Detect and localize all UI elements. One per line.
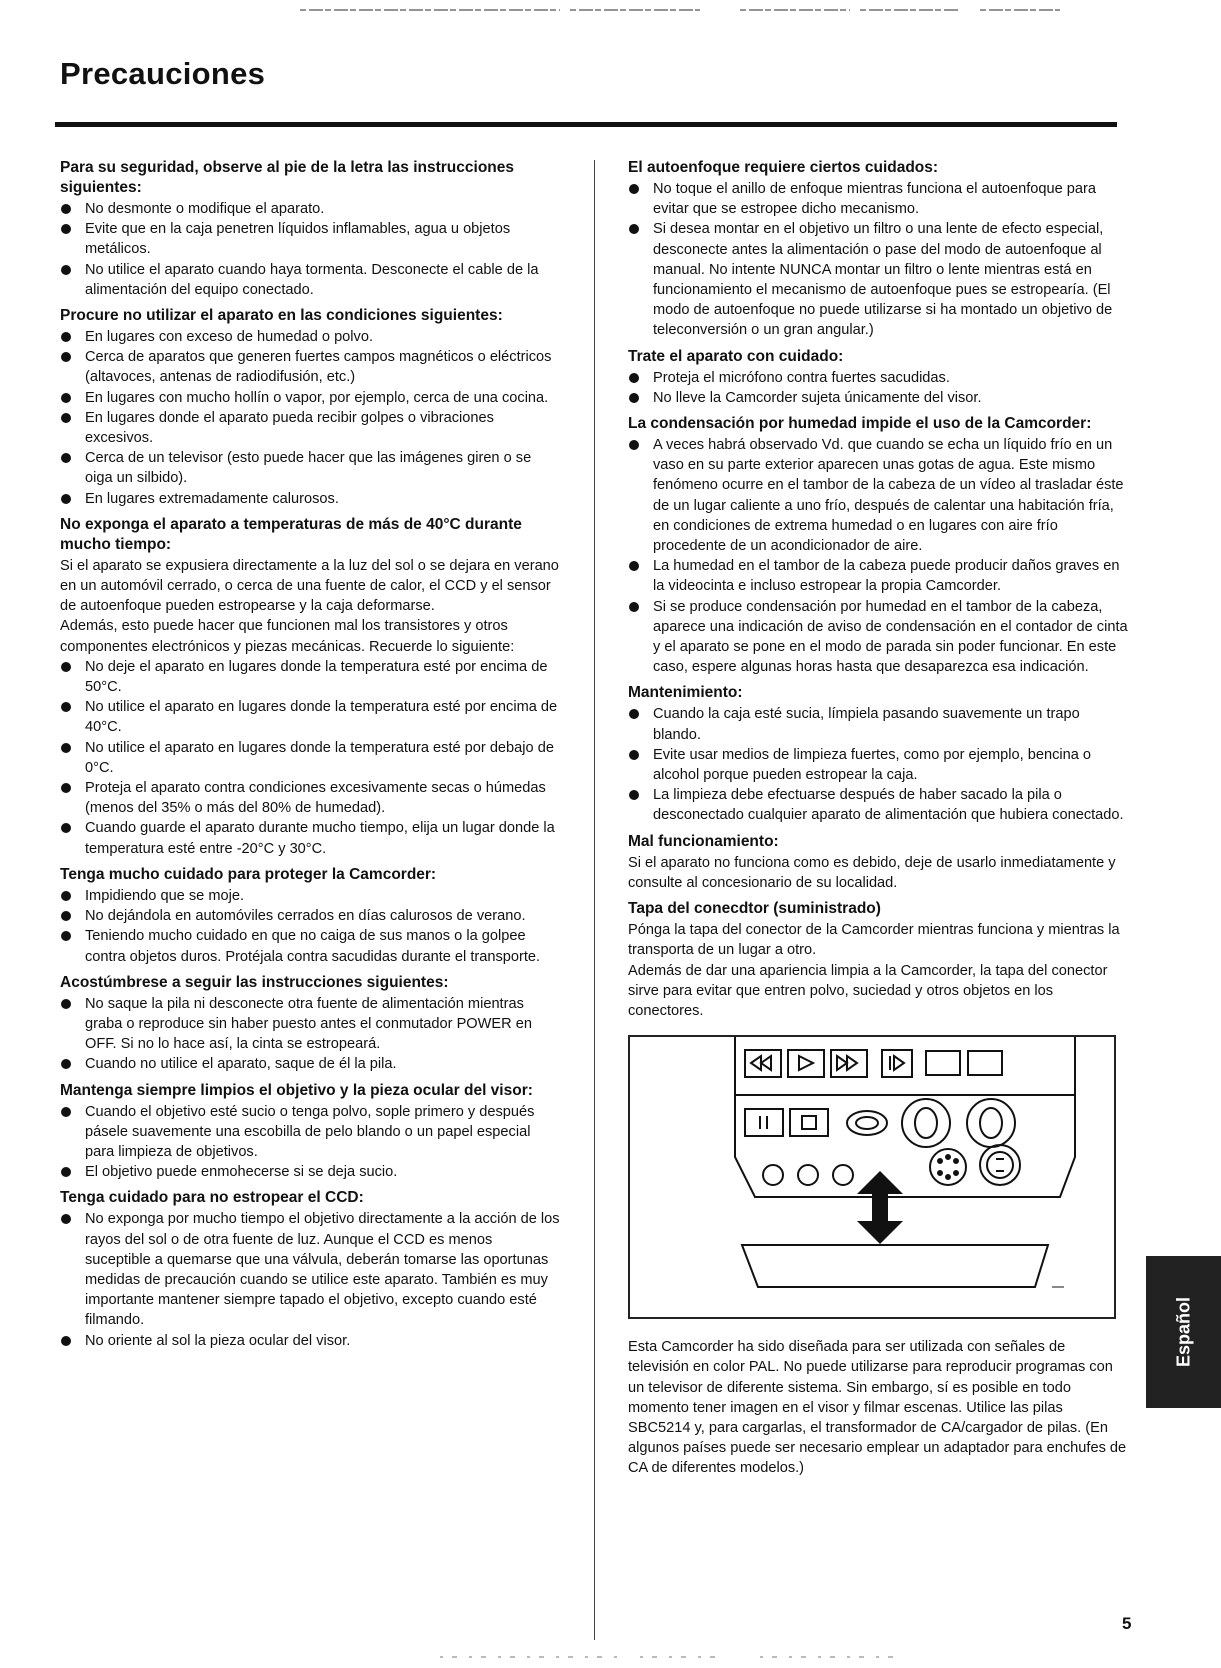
- list-item: Si se produce condensación por humedad en el tambor de la cabeza, aparece una indicación de aviso de condensación en el contador de cinta y el aparato se pone en el modo de parada sin poder funcionar. En este caso, espere algunas horas hasta que desaparezca esa indicación.: [628, 597, 1128, 678]
- list-item: La limpieza debe efectuarse después de haber sacado la pila o desconectado cualquier aparato de alimentación que hubiera conectado.: [628, 785, 1128, 825]
- section-protect: [60, 865, 560, 967]
- section-handling: [628, 347, 1128, 408]
- title-rule: [55, 122, 1117, 127]
- section-heading: Mal funcionamiento:: [628, 832, 779, 850]
- list-item: En lugares con mucho hollín o vapor, por ejemplo, cerca de una cocina.: [60, 388, 560, 408]
- list-item: No lleve la Camcorder sujeta únicamente del visor.: [628, 388, 1128, 408]
- list-item: Cuando guarde el aparato durante mucho tiempo, elija un lugar donde la temperatura esté entre -20°C y 30°C.: [60, 818, 560, 858]
- page-number: 5: [1122, 1614, 1132, 1633]
- eject-slot-icon: [847, 1111, 887, 1135]
- list-item: No deje el aparato en lugares donde la temperatura esté por encima de 50°C.: [60, 657, 560, 697]
- list-item: No saque la pila ni desconecte otra fuente de alimentación mientras graba o reproduce sin haber puesto antes el conmutador POWER en OFF. Si no lo hace así, la cinta se estropeará.: [60, 994, 560, 1055]
- section-condensation: [628, 414, 1128, 677]
- paragraph: Esta Camcorder ha sido diseñada para ser utilizada con señales de televisión en color PAL. No puede utilizarse para reproducir programas con un televisor de diferente sistema. Sin embargo, sí es posible en todo momento tener imagen en el visor y filmar escenas. Utilice las pilas SBC5214 y, para cargarlas, el transformador de CA/cargador de pilas. (En algunos países puede ser necesario emplear un adaptador para enchufes de CA de diferentes modelos.): [628, 1339, 1127, 1477]
- list-item: No oriente al sol la pieza ocular del visor.: [60, 1331, 560, 1351]
- section-heading: Mantenga siempre limpios el objetivo y la pieza ocular del visor:: [60, 1081, 533, 1099]
- pause-button-icon: [745, 1109, 783, 1136]
- pal-note: [628, 1337, 1128, 1478]
- paragraph: Si el aparato no funciona como es debido, deje de usarlo inmediatamente y consulte al concesionario de su localidad.: [628, 854, 1116, 891]
- section-heading: Para su seguridad, observe al pie de la letra las instrucciones siguientes:: [60, 159, 514, 196]
- section-heading: Tenga cuidado para no estropear el CCD:: [60, 1189, 364, 1207]
- play-button-icon: [788, 1050, 824, 1077]
- list-item: En lugares donde el aparato pueda recibir golpes o vibraciones excesivos.: [60, 408, 560, 448]
- list-item: No desmonte o modifique el aparato.: [60, 199, 560, 219]
- camcorder-panel-drawing: [630, 1037, 1114, 1317]
- paragraph: Si el aparato se expusiera directamente a la luz del sol o se dejara en verano en un automóvil cerrado, o cerca de una fuente de calor, el CCD y el sensor de autoenfoque pueden estropearse y la caja deformarse.: [60, 557, 559, 615]
- section-malfunction: [628, 832, 1128, 893]
- audio-jack-right-icon: [967, 1099, 1015, 1147]
- language-tab: [1146, 1256, 1221, 1408]
- s-video-connector-icon: [980, 1145, 1020, 1185]
- language-tab-label: Español: [1173, 1296, 1193, 1368]
- button-right-icon: [968, 1051, 1002, 1075]
- list-item: No toque el anillo de enfoque mientras funciona el autoenfoque para evitar que se estropee dicho mecanismo.: [628, 179, 1128, 219]
- list-item: La humedad en el tambor de la cabeza puede producir daños graves en la videocinta e incluso estropear la propia Camcorder.: [628, 556, 1128, 596]
- list-item: No utilice el aparato en lugares donde la temperatura esté por encima de 40°C.: [60, 697, 560, 737]
- paragraph: Pónga la tapa del conector de la Camcorder mientras funciona y mientras la transporta de un lugar a otro.: [628, 922, 1120, 959]
- section-ccd: [60, 1188, 560, 1350]
- connector-hole-icon: [763, 1165, 783, 1185]
- section-heading: El autoenfoque requiere ciertos cuidados:: [628, 159, 939, 176]
- fast-forward-button-icon: [831, 1050, 867, 1077]
- section-heading: Acostúmbrese a seguir las instrucciones siguientes:: [60, 973, 449, 991]
- section-heading: La condensación por humedad impide el uso de la Camcorder:: [628, 415, 1092, 433]
- list-item: El objetivo puede enmohecerse si se deja sucio.: [60, 1162, 560, 1182]
- right-column: [628, 158, 1128, 1485]
- list-item: Cuando no utilice el aparato, saque de él la pila.: [60, 1054, 560, 1074]
- section-heading: Tenga mucho cuidado para proteger la Camcorder:: [60, 865, 437, 883]
- list-item: En lugares con exceso de humedad o polvo.: [60, 327, 560, 347]
- section-lens: [60, 1081, 560, 1183]
- multi-pin-connector-icon: [930, 1149, 966, 1185]
- list-item: En lugares extremadamente calurosos.: [60, 489, 560, 509]
- list-item: Evite que en la caja penetren líquidos inflamables, agua u objetos metálicos.: [60, 219, 560, 259]
- page-title: Precauciones: [60, 56, 266, 91]
- list-item: Cerca de aparatos que generen fuertes campos magnéticos o eléctricos (altavoces, antenas de radiodifusión, etc.): [60, 347, 560, 387]
- section-heading: Tapa del conecdtor (suministrado): [628, 900, 881, 918]
- record-play-button-icon: [882, 1050, 912, 1077]
- list-item: No utilice el aparato en lugares donde la temperatura esté por debajo de 0°C.: [60, 738, 560, 778]
- paragraph: Además de dar una apariencia limpia a la Camcorder, la tapa del conector sirve para evitar que entren polvo, suciedad y otros objetos en los conectores.: [628, 962, 1108, 1019]
- section-connector-cover: [628, 899, 1128, 1021]
- section-heading: Trate el aparato con cuidado:: [628, 347, 844, 365]
- list-item: Cerca de un televisor (esto puede hacer que las imágenes giren o se oiga un silbido).: [60, 448, 560, 488]
- list-item: Proteja el micrófono contra fuertes sacudidas.: [628, 368, 1128, 388]
- scan-noise-top: [0, 4, 1221, 16]
- section-heading: Procure no utilizar el aparato en las condiciones siguientes:: [60, 307, 503, 325]
- section-heading: Mantenimiento:: [628, 684, 743, 702]
- section-temperature: [60, 515, 560, 859]
- rewind-button-icon: [745, 1050, 781, 1077]
- list-item: No dejándola en automóviles cerrados en días calurosos de verano.: [60, 906, 560, 926]
- section-conditions: [60, 306, 560, 509]
- section-maintenance: [628, 683, 1128, 825]
- list-item: No exponga por mucho tiempo el objetivo directamente a la acción de los rayos del sol o de otra fuente de luz. Aunque el CCD es menos suceptible a quemarse que una válvula, deberán tomarse las oportunas medidas de precaución cuando se utilice este aparato. También es muy importante mantener siempre tapado el objetivo, excepto cuando esté filmando.: [60, 1209, 560, 1330]
- list-item: Evite usar medios de limpieza fuertes, como por ejemplo, bencina o alcohol porque pueden estropear la caja.: [628, 745, 1128, 785]
- column-divider: [594, 160, 595, 1640]
- list-item: No utilice el aparato cuando haya tormenta. Desconecte el cable de la alimentación del equipo conectado.: [60, 260, 560, 300]
- list-item: Cuando el objetivo esté sucio o tenga polvo, sople primero y después pásele suavemente una escobilla de pelo blando o un papel especial para limpieza de objetivos.: [60, 1102, 560, 1163]
- section-safety: [60, 158, 560, 300]
- paragraph: Además, esto puede hacer que funcionen mal los transistores y otros componentes electrónicos y piezas mecánicas. Recuerde lo siguiente:: [60, 618, 515, 655]
- connector-cover-outline: [742, 1245, 1048, 1287]
- connector-cover-illustration: [628, 1035, 1116, 1319]
- section-habits: [60, 973, 560, 1075]
- list-item: A veces habrá observado Vd. que cuando se echa un líquido frío en un vaso en su parte exterior aparecen unas gotas de agua. Este mismo fenómeno ocurre en el tambor de la cabeza de un vídeo al trasladar éste de un lugar caliente a uno frío, después de calentar una habitación fría, en condiciones de extrema humedad o en lugares con aire frío procedente de un acondicionador de aire.: [628, 435, 1128, 556]
- connector-hole-icon: [833, 1165, 853, 1185]
- list-item: Teniendo mucho cuidado en que no caiga de sus manos o la golpee contra objetos duros. Protéjala contra sacudidas durante el transporte.: [60, 926, 560, 966]
- audio-jack-left-icon: [902, 1099, 950, 1147]
- section-autofocus: [628, 158, 1128, 341]
- section-heading: No exponga el aparato a temperaturas de más de 40°C durante mucho tiempo:: [60, 515, 522, 553]
- list-item: Proteja el aparato contra condiciones excesivamente secas o húmedas (menos del 35% o más del 80% de humedad).: [60, 778, 560, 818]
- scan-noise-bottom: [0, 1652, 1221, 1664]
- stop-button-icon: [790, 1109, 828, 1136]
- housing-outline: [735, 1037, 1075, 1197]
- connector-hole-icon: [798, 1165, 818, 1185]
- list-item: Cuando la caja esté sucia, límpiela pasando suavemente un trapo blando.: [628, 704, 1128, 744]
- button-left-icon: [926, 1051, 960, 1075]
- double-arrow-icon: [857, 1171, 903, 1244]
- list-item: Impidiendo que se moje.: [60, 886, 560, 906]
- list-item: Si desea montar en el objetivo un filtro o una lente de efecto especial, desconecte antes la alimentación o pase del modo de autoenfoque al manual. No intente NUNCA montar un filtro o lente mientras está en funcionamiento el mecanismo de autoenfoque pues se estropearía. (El modo de autoenfoque no puede utilizarse si ha montado un objetivo de teleconversión o un gran angular.): [628, 219, 1128, 340]
- left-column: [60, 158, 560, 1357]
